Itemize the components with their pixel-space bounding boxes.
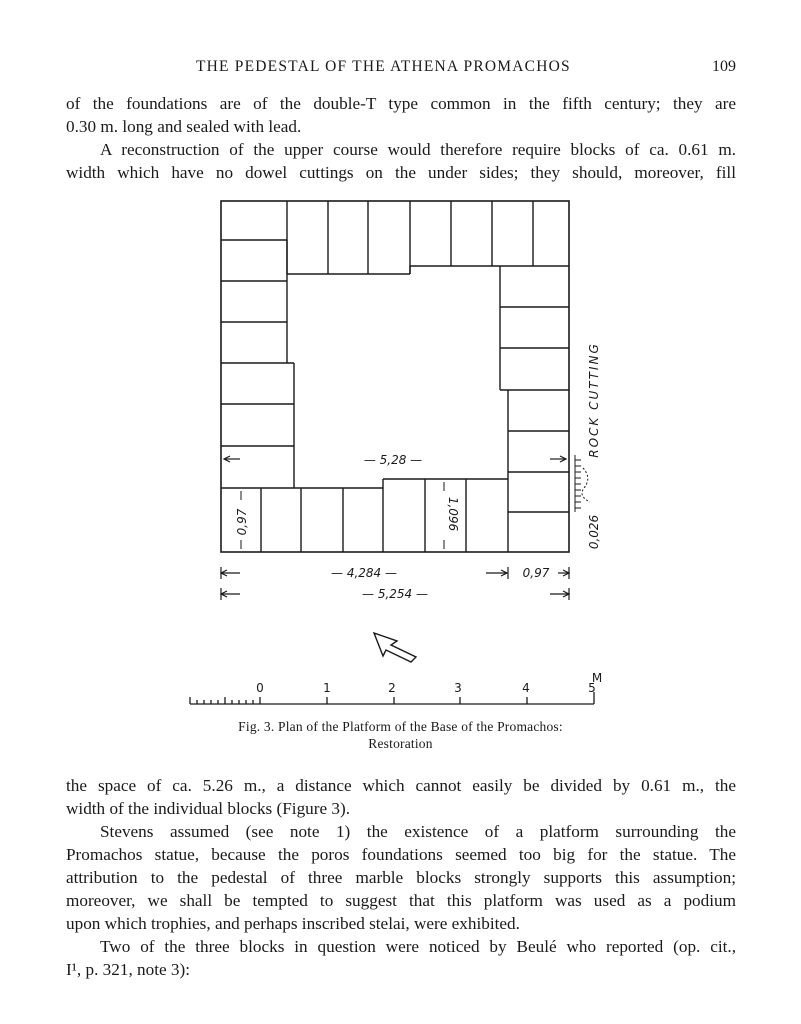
text-line: Two of the three blocks in question were noticed by Beulé who reported (op. cit., bbox=[100, 937, 736, 956]
scale-tick-label: 2 bbox=[388, 681, 396, 695]
scale-tick-label: 4 bbox=[522, 681, 530, 695]
body-text-bottom bbox=[66, 774, 736, 981]
gap-label: 0,026 bbox=[587, 514, 601, 550]
text-line: 0.30 m. long and sealed with lead. bbox=[66, 117, 302, 136]
plan-blocks bbox=[221, 201, 569, 552]
plan-outline bbox=[221, 201, 569, 552]
scale-tick-label: 1 bbox=[323, 681, 331, 695]
block-left-label: 0,97 bbox=[235, 508, 249, 536]
north-arrow-icon bbox=[374, 633, 416, 662]
text-line: Promachos statue, because the poros foundations seemed too big for the statue. The bbox=[66, 845, 736, 864]
scale-unit-label: M bbox=[591, 671, 603, 685]
figure-caption: Fig. 3. Plan of the Platform of the Base of the Promachos: bbox=[238, 719, 563, 734]
text-line: width of the individual blocks (Figure 3). bbox=[66, 799, 351, 818]
dim-4284-label: — 4,284 — bbox=[331, 566, 397, 580]
running-title: THE PEDESTAL OF THE ATHENA PROMACHOS bbox=[196, 58, 571, 75]
dim-097-label: 0,97 bbox=[522, 566, 550, 580]
text-line: upon which trophies, and perhaps inscribed stelai, were exhibited. bbox=[66, 914, 520, 933]
text-line: attribution to the pedestal of three marble blocks strongly supports this assumption; bbox=[66, 868, 736, 887]
dim-5254-label: — 5,254 — bbox=[362, 587, 428, 601]
text-line: moreover, we shall be tempted to suggest that this platform was used as a podium bbox=[66, 891, 736, 910]
text-line: of the foundations are of the double-T type common in the fifth century; they are bbox=[66, 94, 736, 113]
rock-cutting-label: ROCK CUTTING bbox=[587, 342, 601, 458]
scale-tick-label: 3 bbox=[454, 681, 462, 695]
text-line: Stevens assumed (see note 1) the existence of a platform surrounding the bbox=[100, 822, 736, 841]
scale-tick-label: 0 bbox=[256, 681, 264, 695]
rock-cutting-hatch bbox=[575, 455, 590, 512]
text-line: A reconstruction of the upper course would therefore require blocks of ca. 0.61 m. bbox=[100, 140, 736, 159]
scale-tick-label: 5 bbox=[588, 681, 596, 695]
page-number: 109 bbox=[712, 58, 736, 75]
figure-caption-continued: Restoration bbox=[368, 736, 433, 751]
inner-width-label: — 5,28 — bbox=[363, 453, 423, 467]
block-right-label: 1,096 bbox=[446, 496, 460, 532]
text-line: the space of ca. 5.26 m., a distance which cannot easily be divided by 0.61 m., the bbox=[66, 776, 736, 795]
text-line: I¹, p. 321, note 3): bbox=[66, 960, 191, 979]
text-line: width which have no dowel cuttings on the under sides; they should, moreover, fill bbox=[66, 163, 736, 182]
